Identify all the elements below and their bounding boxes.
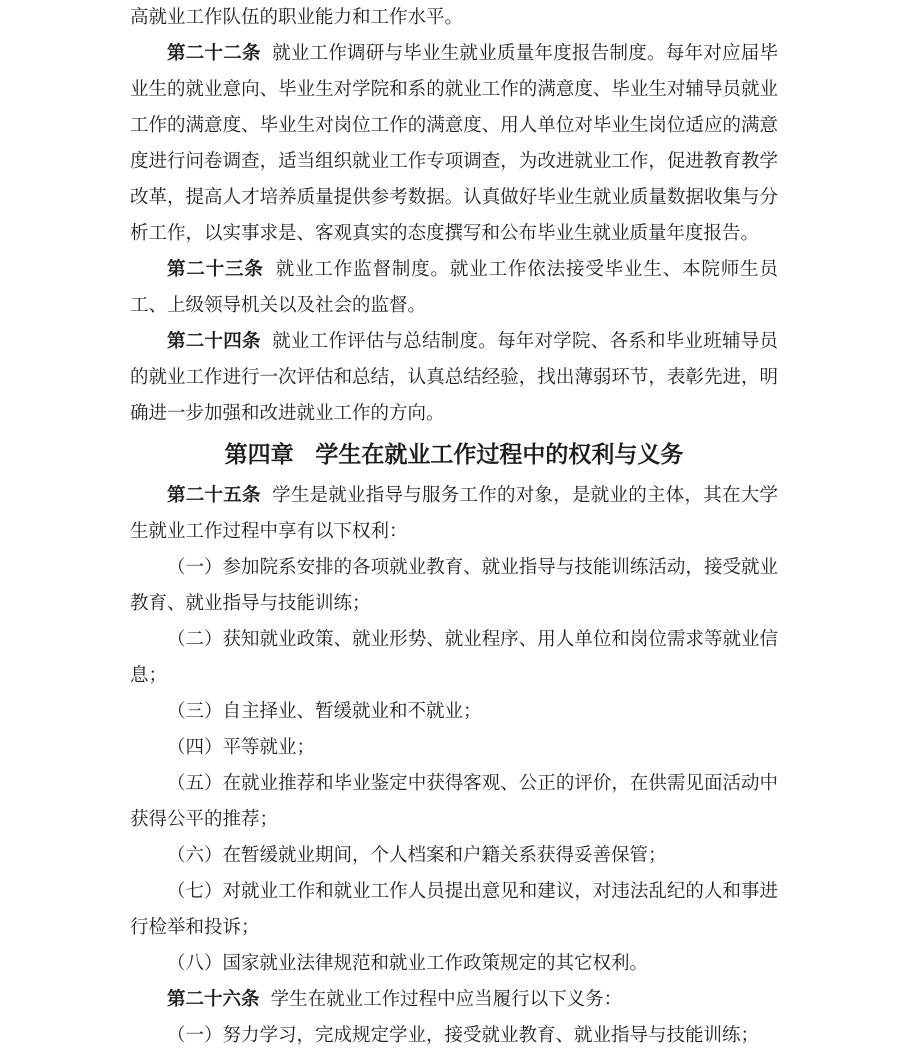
article-paragraph [130, 36, 778, 252]
article-paragraph [130, 982, 778, 1018]
paragraph-text: （八）国家就业法律规范和就业工作政策规定的其它权利。 [167, 954, 649, 974]
article-number-label: 第二十六条 [167, 990, 260, 1010]
paragraph-text: （四）平等就业； [167, 738, 316, 758]
article-number-label: 第二十五条 [167, 486, 261, 506]
paragraph-text: （六）在暂缓就业期间，个人档案和户籍关系获得妥善保管； [167, 846, 667, 866]
paragraph-text: 就业工作评估与总结制度。每年对学院、各系和毕业班辅导员的就业工作进行一次评估和总结，认真总结经验，找出薄弱环节，表彰先进，明确进一步加强和改进就业工作的方向。 [130, 332, 778, 424]
list-item-paragraph [130, 694, 778, 730]
list-item-paragraph [130, 730, 778, 766]
list-item-paragraph [130, 622, 778, 694]
continuation-paragraph [130, 0, 778, 36]
article-number-label: 第二十四条 [167, 332, 261, 352]
paragraph-text: （三）自主择业、暂缓就业和不就业； [167, 702, 482, 722]
list-item-paragraph [130, 946, 778, 982]
list-item-paragraph [130, 1018, 778, 1052]
article-paragraph [130, 324, 778, 432]
paragraph-text: （一）努力学习，完成规定学业，接受就业教育、就业指导与技能训练； [167, 1026, 760, 1046]
document-content [130, 0, 778, 1052]
article-paragraph [130, 478, 778, 550]
paragraph-text: 就业工作调研与毕业生就业质量年度报告制度。每年对应届毕业生的就业意向、毕业生对学院和系的就业工作的满意度、毕业生对辅导员就业工作的满意度、毕业生对岗位工作的满意度、用人单位对毕业生岗位适应的满意度进行问卷调查，适当组织就业工作专项调查，为改进就业工作，促进教育教学改革，提高人才培养质量提供参考数据。认真做好毕业生就业质量数据收集与分析工作，以实事求是、客观真实的态度撰写和公布毕业生就业质量年度报告。 [130, 44, 778, 244]
article-number-label: 第二十二条 [167, 44, 261, 64]
list-item-paragraph [130, 874, 778, 946]
chapter-number-label: 第四章 [224, 442, 294, 467]
paragraph-text: （七）对就业工作和就业工作人员提出意见和建议，对违法乱纪的人和事进行检举和投诉； [130, 882, 778, 938]
paragraph-text: 高就业工作队伍的职业能力和工作水平。 [130, 8, 464, 28]
list-item-paragraph [130, 838, 778, 874]
chapter-heading [130, 434, 778, 476]
paragraph-text: 学生在就业工作过程中应当履行以下义务： [270, 990, 623, 1010]
paragraph-text: （一）参加院系安排的各项就业教育、就业指导与技能训练活动，接受就业教育、就业指导与技能训练； [130, 558, 778, 614]
article-number-label: 第二十三条 [167, 260, 264, 280]
paragraph-text: （五）在就业推荐和毕业鉴定中获得客观、公正的评价，在供需见面活动中获得公平的推荐； [130, 774, 778, 830]
article-paragraph [130, 252, 778, 324]
chapter-title-text: 学生在就业工作过程中的权利与义务 [315, 442, 684, 467]
paragraph-text: 学生是就业指导与服务工作的对象，是就业的主体，其在大学生就业工作过程中享有以下权利： [130, 486, 778, 542]
paragraph-text: （二）获知就业政策、就业形势、就业程序、用人单位和岗位需求等就业信息； [130, 630, 778, 686]
paragraph-text: 就业工作监督制度。就业工作依法接受毕业生、本院师生员工、上级领导机关以及社会的监督。 [130, 260, 778, 316]
list-item-paragraph [130, 766, 778, 838]
list-item-paragraph [130, 550, 778, 622]
